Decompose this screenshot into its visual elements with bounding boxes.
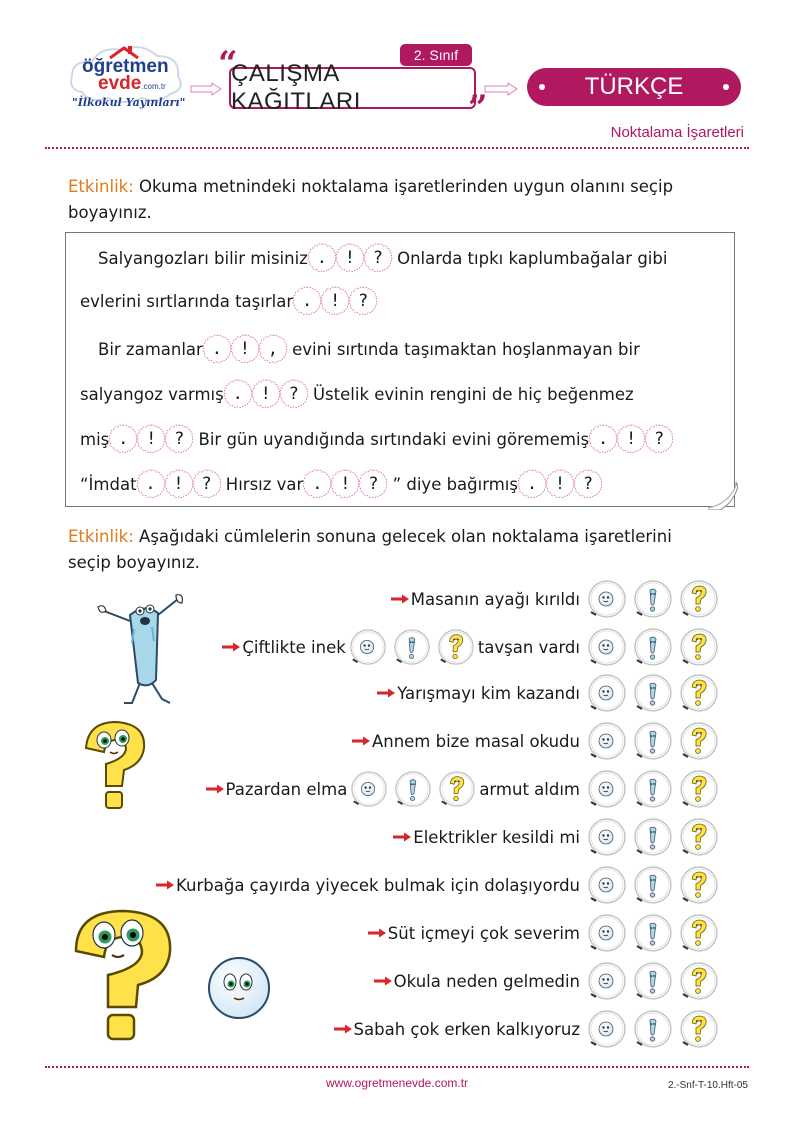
sentence-text: Annem bize masal okudu: [371, 731, 580, 751]
quote-close-icon: ”: [468, 88, 488, 128]
activity-2-instruction: [68, 524, 672, 576]
option-question[interactable]: ?: [363, 243, 393, 273]
instruction-text: Okuma metnindeki noktalama işaretlerinden uygun olanını seçip: [133, 177, 674, 196]
activity-label: Etkinlik:: [68, 177, 134, 196]
reading-text: evini sırtında taşımaktan hoşlanmayan bir: [286, 339, 640, 359]
activity-1-instruction: [68, 174, 673, 226]
grade-badge: 2. Sınıf: [400, 44, 472, 66]
option-question[interactable]: ?: [348, 286, 378, 316]
red-arrow-icon: [393, 832, 411, 842]
question-choice[interactable]: [438, 770, 476, 808]
reading-text: Üstelik evinin rengini de hiç beğenmez: [307, 384, 634, 404]
red-arrow-icon: [377, 688, 395, 698]
sentence-text: Masanın ayağı kırıldı: [410, 589, 580, 609]
exclamation-choice[interactable]: [633, 913, 673, 953]
reading-text: salyangoz varmış: [80, 384, 224, 404]
subject-pill: [527, 68, 741, 106]
reading-text: ” diye bağırmış: [387, 474, 518, 494]
question-choice[interactable]: [679, 865, 719, 905]
sentence-text: Çiftlikte inek: [242, 637, 346, 657]
footer-url[interactable]: www.ogretmenevde.com.tr: [325, 1076, 469, 1090]
option-comma[interactable]: ,: [258, 334, 288, 364]
question-choice[interactable]: [679, 817, 719, 857]
option-question[interactable]: ?: [573, 469, 603, 499]
sentence-text: Sabah çok erken kalkıyoruz: [353, 1019, 580, 1039]
period-choice[interactable]: [587, 961, 627, 1001]
reading-text: Bir gün uyandığında sırtındaki evini görememiş: [193, 429, 590, 449]
choice-group: [587, 913, 723, 953]
option-exclamation[interactable]: !: [330, 469, 360, 499]
footer-divider: [45, 1066, 749, 1068]
reading-text: evlerini sırtlarında taşırlar: [80, 291, 294, 311]
option-period[interactable]: .: [307, 243, 337, 273]
exclamation-choice[interactable]: [633, 1009, 673, 1049]
sentence-row: [393, 819, 580, 855]
reading-line: [80, 379, 634, 409]
exclamation-choice[interactable]: [393, 628, 431, 666]
choice-group: [587, 769, 723, 809]
choice-group: [587, 627, 723, 667]
choice-group: [587, 721, 723, 761]
option-exclamation[interactable]: !: [136, 424, 166, 454]
period-choice[interactable]: [587, 769, 627, 809]
choice-group: [587, 579, 723, 619]
option-exclamation[interactable]: !: [616, 424, 646, 454]
question-choice[interactable]: [679, 769, 719, 809]
question-choice[interactable]: [679, 673, 719, 713]
exclamation-character-icon: [90, 585, 190, 715]
sentence-row: [222, 629, 580, 665]
option-exclamation[interactable]: !: [320, 286, 350, 316]
question-choice[interactable]: [679, 1009, 719, 1049]
sentence-text: Okula neden gelmedin: [393, 971, 580, 991]
option-exclamation[interactable]: !: [251, 379, 281, 409]
subject-label: TÜRKÇE: [584, 73, 684, 100]
option-period[interactable]: .: [302, 469, 332, 499]
red-arrow-icon: [352, 736, 370, 746]
red-arrow-icon: [222, 642, 240, 652]
reading-line: [98, 243, 667, 273]
red-arrow-icon: [368, 928, 386, 938]
red-arrow-icon: [374, 976, 392, 986]
header-divider: [45, 147, 749, 149]
exclamation-choice[interactable]: [633, 627, 673, 667]
question-choice[interactable]: [679, 579, 719, 619]
exclamation-choice[interactable]: [633, 721, 673, 761]
sentence-text: Yarışmayı kim kazandı: [397, 683, 580, 703]
option-period[interactable]: .: [108, 424, 138, 454]
red-arrow-icon: [391, 594, 409, 604]
period-choice[interactable]: [587, 721, 627, 761]
period-choice[interactable]: [587, 673, 627, 713]
option-period[interactable]: .: [136, 469, 166, 499]
instruction-text: boyayınız.: [68, 203, 152, 222]
exclamation-choice[interactable]: [394, 770, 432, 808]
option-question[interactable]: ?: [358, 469, 388, 499]
question-choice[interactable]: [437, 628, 475, 666]
exclamation-choice[interactable]: [633, 961, 673, 1001]
quote-open-icon: “: [218, 44, 238, 84]
dot-icon: [723, 84, 729, 90]
choice-group: [587, 1009, 723, 1049]
option-exclamation[interactable]: !: [335, 243, 365, 273]
exclamation-choice[interactable]: [633, 579, 673, 619]
instruction-text: seçip boyayınız.: [68, 553, 200, 572]
option-question[interactable]: ?: [279, 379, 309, 409]
red-arrow-icon: [206, 784, 224, 794]
sentence-row: [374, 963, 580, 999]
sentence-row: [352, 723, 580, 759]
choice-group: [587, 817, 723, 857]
option-period[interactable]: .: [292, 286, 322, 316]
exclamation-choice[interactable]: [633, 865, 673, 905]
option-period[interactable]: .: [223, 379, 253, 409]
period-character-icon: [204, 954, 274, 1020]
dot-icon: [539, 84, 545, 90]
period-choice[interactable]: [587, 865, 627, 905]
option-period[interactable]: .: [588, 424, 618, 454]
topic-title: Noktalama İşaretleri: [610, 124, 744, 141]
option-exclamation[interactable]: !: [230, 334, 260, 364]
period-choice[interactable]: [587, 627, 627, 667]
option-question[interactable]: ?: [192, 469, 222, 499]
sentence-text: Elektrikler kesildi mi: [413, 827, 580, 847]
reading-text: Salyangozları bilir misiniz: [98, 248, 308, 268]
reading-text: Hırsız var: [220, 474, 304, 494]
period-choice[interactable]: [587, 579, 627, 619]
option-exclamation[interactable]: !: [164, 469, 194, 499]
reading-text: Bir zamanlar: [98, 339, 203, 359]
reading-text: miş: [80, 429, 110, 449]
exclamation-choice[interactable]: [633, 817, 673, 857]
period-choice[interactable]: [587, 1009, 627, 1049]
option-question[interactable]: ?: [164, 424, 194, 454]
logo-text: öğretmen evde.com.tr: [82, 56, 169, 94]
period-choice[interactable]: [349, 628, 387, 666]
sentence-row: [156, 867, 580, 903]
red-arrow-icon: [156, 880, 174, 890]
sentence-row: [334, 1011, 580, 1047]
sentence-text: Süt içmeyi çok severim: [387, 923, 580, 943]
reading-line: [80, 286, 377, 316]
option-exclamation[interactable]: !: [545, 469, 575, 499]
sentence-row: [206, 771, 580, 807]
sentence-row: [368, 915, 580, 951]
page-title: ÇALIŞMA KAĞITLARI: [229, 67, 476, 109]
reading-text: “İmdat: [80, 474, 137, 494]
choice-group: [587, 961, 723, 1001]
sentence-row: [377, 675, 580, 711]
header-arrow-right: [484, 81, 518, 95]
period-choice[interactable]: [587, 817, 627, 857]
footer-code: 2.-Snf-T-10.Hft-05: [667, 1080, 748, 1091]
period-choice[interactable]: [350, 770, 388, 808]
question-choice[interactable]: [679, 627, 719, 667]
option-period[interactable]: .: [517, 469, 547, 499]
question-choice[interactable]: [679, 961, 719, 1001]
page-curl-icon: [708, 482, 738, 510]
question-choice[interactable]: [679, 721, 719, 761]
question-mark-character-icon: [78, 718, 154, 814]
option-question[interactable]: ?: [644, 424, 674, 454]
sentence-text: Pazardan elma: [225, 779, 348, 799]
choice-group: [587, 865, 723, 905]
sentence-text: tavşan vardı: [477, 637, 580, 657]
question-choice[interactable]: [679, 913, 719, 953]
choice-group: [587, 673, 723, 713]
option-period[interactable]: .: [202, 334, 232, 364]
activity-label: Etkinlik:: [68, 527, 134, 546]
exclamation-choice[interactable]: [633, 673, 673, 713]
reading-text: Onlarda tıpkı kaplumbağalar gibi: [391, 248, 668, 268]
reading-box: [65, 232, 735, 507]
reading-line: [98, 334, 640, 364]
exclamation-choice[interactable]: [633, 769, 673, 809]
logo-tagline: "İlkokul Yayınları": [72, 96, 186, 109]
sentence-text: Kurbağa çayırda yiyecek bulmak için dolaşıyordu: [176, 875, 580, 895]
reading-line: [80, 469, 602, 499]
reading-line: [80, 424, 673, 454]
period-choice[interactable]: [587, 913, 627, 953]
instruction-text: Aşağıdaki cümlelerin sonuna gelecek olan noktalama işaretlerini: [133, 527, 672, 546]
red-arrow-icon: [334, 1024, 352, 1034]
sentence-row: [391, 581, 580, 617]
big-question-mark-character-icon: [66, 905, 182, 1045]
sentence-text: armut aldım: [479, 779, 580, 799]
